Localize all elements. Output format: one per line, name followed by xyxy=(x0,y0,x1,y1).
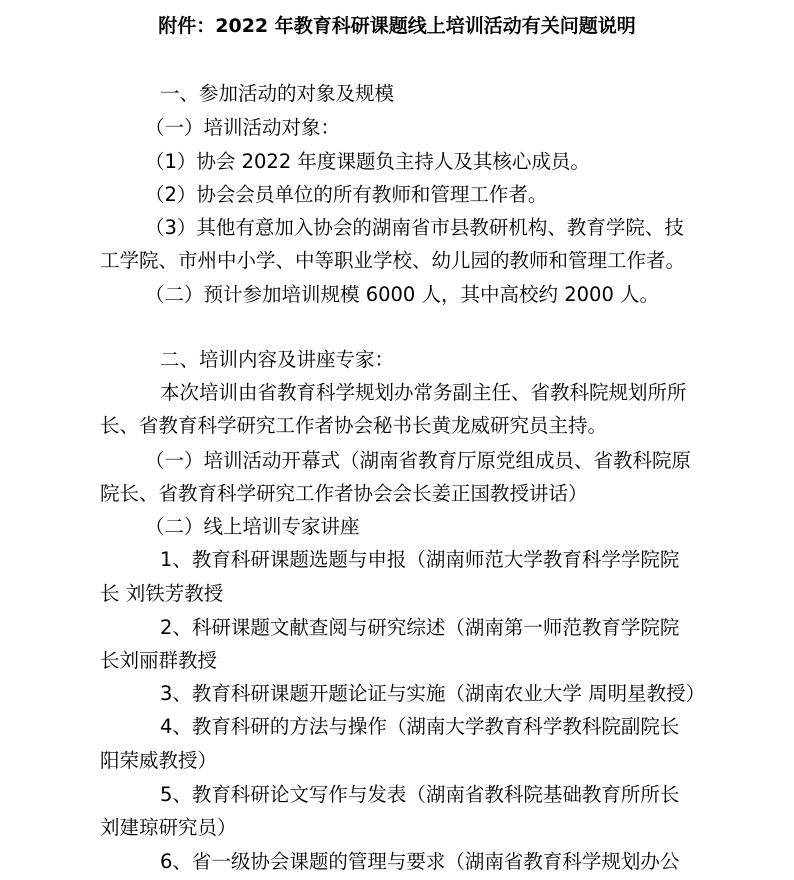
section-heading-2: 二、培训内容及讲座专家： xyxy=(160,348,395,371)
paragraph-line: 本次培训由省教育科学规划办常务副主任、省教科院规划所所 xyxy=(160,381,687,404)
subsection-heading: （二）线上培训专家讲座 xyxy=(145,515,360,538)
lecture-item-continuation: 刘建琼研究员） xyxy=(100,816,237,839)
lecture-item: 1、教育科研课题选题与申报（湖南师范大学教育科学学院院 xyxy=(160,548,680,571)
subsection-item: （二）预计参加培训规模 6000 人，其中高校约 2000 人。 xyxy=(145,283,660,306)
lecture-item-continuation: 长刘丽群教授 xyxy=(100,649,218,672)
subsection-item-continuation: 院长、省教育科学研究工作者协会会长姜正国教授讲话） xyxy=(100,482,588,505)
subsection-item: （一）培训活动开幕式（湖南省教育厅原党组成员、省教科院原 xyxy=(145,449,692,472)
list-item: （3）其他有意加入协会的湖南省市县教研机构、教育学院、技 xyxy=(145,216,684,239)
lecture-item: 6、省一级协会课题的管理与要求（湖南省教育科学规划办公 xyxy=(160,850,680,873)
list-item: （1）协会 2022 年度课题负主持人及其核心成员。 xyxy=(145,150,590,173)
lecture-item-continuation: 长 刘铁芳教授 xyxy=(100,582,224,605)
lecture-item: 2、科研课题文献查阅与研究综述（湖南第一师范教育学院院 xyxy=(160,616,680,639)
list-item-continuation: 工学院、市州中小学、中等职业学校、幼儿园的教师和管理工作者。 xyxy=(100,249,686,272)
paragraph-line: 长、省教育科学研究工作者协会秘书长黄龙威研究员主持。 xyxy=(100,414,608,437)
subsection-heading: （一）培训活动对象： xyxy=(145,116,341,139)
lecture-item: 4、教育科研的方法与操作（湖南大学教育科学教科院副院长 xyxy=(160,715,680,738)
lecture-item: 5、教育科研论文写作与发表（湖南省教科院基础教育所所长 xyxy=(160,783,680,806)
document-title: 附件：2022 年教育科研课题线上培训活动有关问题说明 xyxy=(158,15,636,37)
lecture-item: 3、教育科研课题开题论证与实施（湖南农业大学 周明星教授） xyxy=(160,682,706,705)
lecture-item-continuation: 阳荣威教授） xyxy=(100,749,218,772)
list-item: （2）协会会员单位的所有教师和管理工作者。 xyxy=(145,183,548,206)
section-heading-1: 一、参加活动的对象及规模 xyxy=(160,82,395,105)
